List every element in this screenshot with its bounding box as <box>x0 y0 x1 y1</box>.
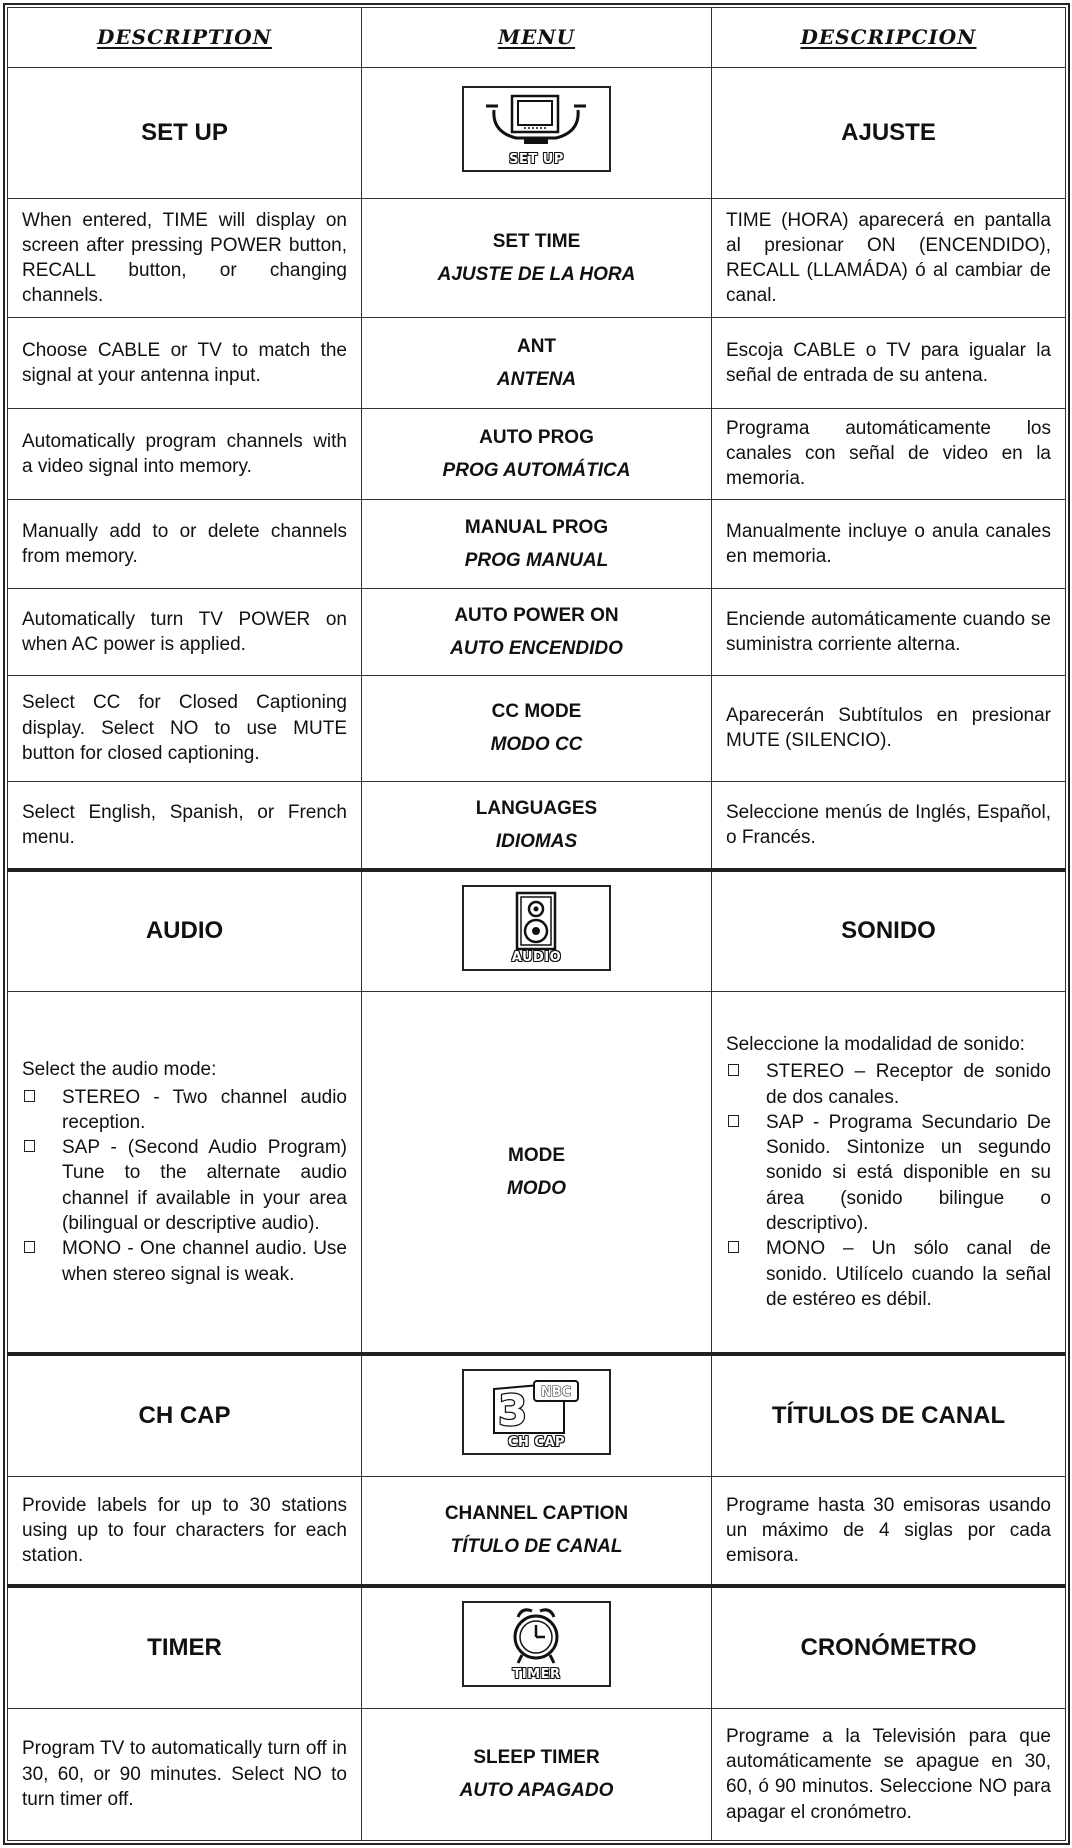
speaker-icon <box>462 885 611 971</box>
desc-es: Enciende automáticamente cuando se suministra corriente alterna. <box>712 588 1066 675</box>
table-row <box>8 991 1066 1354</box>
desc-en: Automatically turn TV POWER on when AC power is applied. <box>8 588 362 675</box>
desc-es: Escoja CABLE o TV para igualar la señal de entrada de su antena. <box>712 318 1066 408</box>
checkbox-bullet-icon <box>728 1241 739 1253</box>
desc-en: Manually add to or delete channels from memory. <box>8 499 362 588</box>
menu-item-es: IDIOMAS <box>495 830 578 852</box>
section-title-es: SONIDO <box>712 870 1066 992</box>
menu-item-en: MODE <box>508 1144 565 1166</box>
checkbox-bullet-icon <box>728 1064 739 1076</box>
list-item: STEREO - Two channel audio reception. <box>22 1085 347 1136</box>
table-row <box>8 588 1066 675</box>
menu-item-es: MODO <box>506 1178 567 1200</box>
icon-label: SET UP <box>509 151 564 167</box>
menu-item-es: TÍTULO DE CANAL <box>450 1536 623 1558</box>
menu-reference-page <box>3 3 1070 1845</box>
menu-item-es: AUTO ENCENDIDO <box>450 637 623 659</box>
section-chcap-title-row <box>8 1354 1066 1476</box>
desc-en: Provide labels for up to 30 stations using up to four characters for each station. <box>8 1476 362 1586</box>
menu-item-en: SET TIME <box>492 230 581 252</box>
menu-table <box>7 7 1066 1841</box>
checkbox-bullet-icon <box>24 1140 35 1152</box>
desc-es: Aparecerán Subtítulos en presionar MUTE (SILENCIO). <box>712 675 1066 782</box>
header-row <box>8 8 1066 68</box>
header-descripcion: DESCRIPCION <box>712 8 1066 68</box>
list-item: SAP - Programa Secundario De Sonido. Sintonize un segundo sonido si está disponible en su área (sonido bilingue o descriptivo). <box>726 1110 1051 1236</box>
desc-en: Automatically program channels with a video signal into memory. <box>8 408 362 499</box>
alarm-clock-icon <box>462 1601 611 1687</box>
table-row <box>8 675 1066 782</box>
desc-es: Programe a la Televisión para que automáticamente se apague en 30, 60, ó 90 minutos. Seleccione NO para apagar el cronómetro. <box>712 1708 1066 1840</box>
list-item: MONO – Un sólo canal de sonido. Utilícelo cuando la señal de estéreo es débil. <box>726 1236 1051 1312</box>
audio-intro-es: Seleccione la modalidad de sonido: <box>726 1034 1025 1056</box>
menu-item-es: PROG AUTOMÁTICA <box>442 459 631 481</box>
menu-item-es: ANTENA <box>496 369 577 390</box>
header-description: DESCRIPTION <box>8 8 362 68</box>
section-title-en: CH CAP <box>8 1354 362 1476</box>
list-item: MONO - One channel audio. Use when stereo signal is weak. <box>22 1236 347 1287</box>
menu-item-es: MODO CC <box>490 734 583 756</box>
table-row <box>8 318 1066 408</box>
desc-en: Program TV to automatically turn off in 30, 60, or 90 minutes. Select NO to turn timer off. <box>8 1708 362 1840</box>
desc-es: Manualmente incluye o anula canales en memoria. <box>712 499 1066 588</box>
section-audio-title-row <box>8 870 1066 992</box>
menu-item-en: ANT <box>516 335 557 357</box>
section-title-en: AUDIO <box>8 870 362 992</box>
icon-label: TIMER <box>512 1666 561 1682</box>
desc-es: Seleccione menús de Inglés, Español, o Francés. <box>712 782 1066 870</box>
desc-en: When entered, TIME will display on screen after pressing POWER button, RECALL button, or changing channels. <box>8 198 362 318</box>
audio-intro-en: Select the audio mode: <box>22 1059 217 1081</box>
table-row <box>8 1476 1066 1586</box>
table-row <box>8 1708 1066 1840</box>
section-setup-title-row <box>8 67 1066 198</box>
audio-options-en <box>22 1085 347 1287</box>
section-title-es: AJUSTE <box>712 67 1066 198</box>
desc-en: Select English, Spanish, or French menu. <box>8 782 362 870</box>
section-title-es: TÍTULOS DE CANAL <box>712 1354 1066 1476</box>
list-item: SAP - (Second Audio Program) Tune to the alternate audio channel if available in your area (bilingual or descriptive audio). <box>22 1135 347 1236</box>
icon-label: CH CAP <box>507 1435 566 1451</box>
menu-item-es: AUTO APAGADO <box>459 1780 614 1802</box>
menu-item-en: AUTO PROG <box>479 426 594 448</box>
section-timer-title-row <box>8 1586 1066 1708</box>
desc-en: Select CC for Closed Captioning display. Select NO to use MUTE button for closed captioning. <box>8 675 362 782</box>
audio-desc-en <box>8 991 362 1354</box>
audio-options-es <box>726 1059 1051 1312</box>
list-item: STEREO – Receptor de sonido de dos canales. <box>726 1059 1051 1110</box>
audio-desc-es <box>712 991 1066 1354</box>
menu-item-en: AUTO POWER ON <box>454 604 619 626</box>
menu-item-en: SLEEP TIMER <box>473 1747 600 1768</box>
channel-caption-icon <box>462 1369 611 1455</box>
tv-setup-icon <box>462 86 611 172</box>
table-row <box>8 198 1066 318</box>
menu-item-es: AJUSTE DE LA HORA <box>437 264 636 286</box>
desc-en: Choose CABLE or TV to match the signal at your antenna input. <box>8 318 362 408</box>
section-title-en: TIMER <box>8 1586 362 1708</box>
table-row <box>8 408 1066 499</box>
desc-es: TIME (HORA) aparecerá en pantalla al presionar ON (ENCENDIDO), RECALL (LLAMÁDA) ó al cambiar de canal. <box>712 198 1066 318</box>
menu-item-es: PROG MANUAL <box>464 549 609 571</box>
checkbox-bullet-icon <box>728 1115 739 1127</box>
desc-es: Programe hasta 30 emisoras usando un máximo de 4 siglas por cada emisora. <box>712 1476 1066 1586</box>
checkbox-bullet-icon <box>24 1090 35 1102</box>
svg-text:3: 3 <box>498 1386 528 1436</box>
menu-item-en: LANGUAGES <box>475 797 598 819</box>
icon-label: AUDIO <box>511 950 562 966</box>
header-menu: MENU <box>362 8 712 68</box>
section-title-es: CRONÓMETRO <box>712 1586 1066 1708</box>
section-title-en: SET UP <box>8 67 362 198</box>
desc-es: Programa automáticamente los canales con señal de video en la memoria. <box>712 408 1066 499</box>
menu-item-en: CHANNEL CAPTION <box>444 1503 629 1525</box>
menu-item-en: CC MODE <box>491 701 582 723</box>
menu-item-en: MANUAL PROG <box>464 516 609 538</box>
table-row <box>8 499 1066 588</box>
table-row <box>8 782 1066 870</box>
svg-text:NBC: NBC <box>540 1385 572 1401</box>
checkbox-bullet-icon <box>24 1241 35 1253</box>
